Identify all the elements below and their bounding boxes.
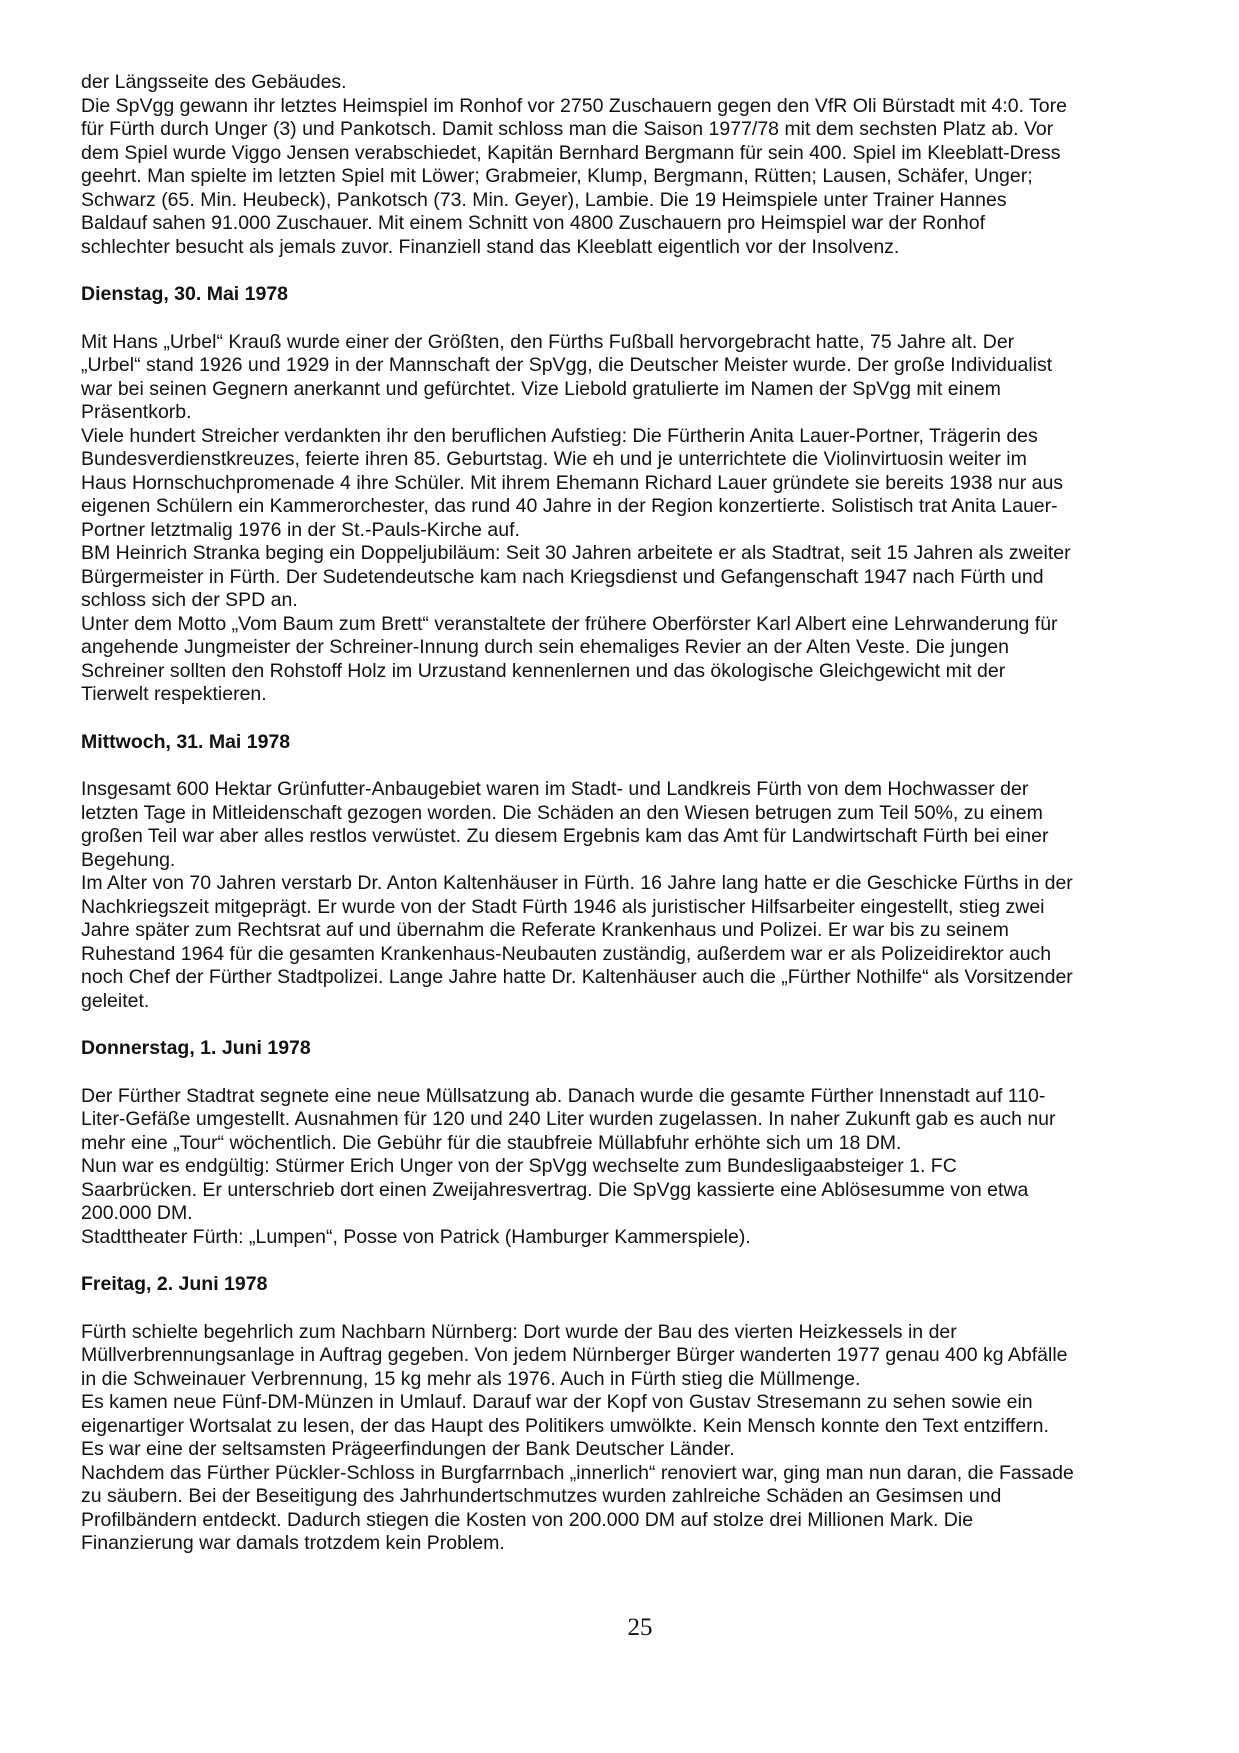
page-number: 25 <box>627 1613 653 1641</box>
text-line: Finanzierung war damals trotzdem kein Problem. <box>81 1532 505 1554</box>
text-line: Der Fürther Stadtrat segnete eine neue Müllsatzung ab. Danach wurde die gesamte Fürther Innenstadt auf 110- <box>81 1084 1046 1107</box>
text-line: 200.000 DM. <box>81 1202 193 1224</box>
text-line: Im Alter von 70 Jahren verstarb Dr. Anton Kaltenhäuser in Fürth. 16 Jahre lang hatte er die Geschicke Fürths in der <box>81 872 1073 894</box>
text-line: Portner letztmalig 1976 in der St.-Pauls-Kirche auf. <box>81 518 520 541</box>
text-line: zu säubern. Bei der Beseitigung des Jahrhundertschmutzes wurden zahlreiche Schäden an Gesimsen und <box>81 1485 1002 1507</box>
text-line: der Längsseite des Gebäudes. <box>81 71 347 93</box>
text-line: Freitag, 2. Juni 1978 <box>81 1273 268 1295</box>
text-line: Die SpVgg gewann ihr letztes Heimspiel im Ronhof vor 2750 Zuschauern gegen den VfR Oli Bürstadt mit 4:0. Tore <box>81 94 1067 117</box>
date-heading <box>81 283 1199 307</box>
text-line: Begehung. <box>81 848 176 871</box>
text-line: Nachkriegszeit mitgeprägt. Er wurde von der Stadt Fürth 1946 als juristischer Hilfsarbeiter eingestellt, stieg zwei <box>81 895 1045 918</box>
text-line: Unter dem Motto „Vom Baum zum Brett“ veranstaltete der frühere Oberförster Karl Albert eine Lehrwanderung für <box>81 612 1058 635</box>
text-line: letzten Tage in Mitleidenschaft gezogen worden. Die Schäden an den Wiesen betrugen zum Teil 50%, zu einem <box>81 801 1043 824</box>
paragraph <box>81 542 1199 613</box>
text-line: Bundesverdienstkreuzes, feierte ihren 85. Geburtstag. Wie eh und je unterrichtete die Violinvirtuosin weiter im <box>81 448 1027 470</box>
text-line: schloss sich der SPD an. <box>81 589 298 611</box>
text-line: noch Chef der Fürther Stadtpolizei. Lange Jahre hatte Dr. Kaltenhäuser auch die „Fürther Nothilfe“ als Vorsitzender <box>81 966 1073 988</box>
paragraph <box>81 1155 1199 1226</box>
text-line: Dienstag, 30. Mai 1978 <box>81 283 289 305</box>
text-line: Insgesamt 600 Hektar Grünfutter-Anbaugebiet waren im Stadt- und Landkreis Fürth von dem Hochwasser der <box>81 778 1029 800</box>
text-line: dem Spiel wurde Viggo Jensen verabschiedet, Kapitän Bernhard Bergmann für sein 400. Spiel im Kleeblatt-Dress <box>81 141 1061 164</box>
text-line: Mit Hans „Urbel“ Krauß wurde einer der Größten, den Fürths Fußball hervorgebracht hatte, 75 Jahre alt. Der <box>81 330 1015 353</box>
text-line: angehende Jungmeister der Schreiner-Innung durch sein ehemaliges Revier an der Alten Veste. Die jungen <box>81 636 1009 658</box>
text-line: Jahre später zum Rechtsrat auf und übernahm die Referate Krankenhaus und Polizei. Er war bis zu seinem <box>81 919 1009 941</box>
date-heading <box>81 1037 1199 1061</box>
paragraph <box>81 778 1199 872</box>
text-line: Tierwelt respektieren. <box>81 683 267 705</box>
document-body <box>81 71 1199 1556</box>
date-heading <box>81 731 1199 755</box>
text-line: Schwarz (65. Min. Heubeck), Pankotsch (73. Min. Geyer), Lambie. Die 19 Heimspiele unter Trainer Hannes <box>81 188 1007 211</box>
text-line: in die Schweinauer Verbrennung, 15 kg mehr als 1976. Auch in Fürth stieg die Müllmenge. <box>81 1367 861 1390</box>
text-line: Müllverbrennungsanlage in Auftrag gegeben. Von jedem Nürnberger Bürger wanderten 1977 genau 400 kg Abfälle <box>81 1344 1068 1366</box>
paragraph <box>81 425 1199 543</box>
text-line: Baldauf sahen 91.000 Zuschauer. Mit einem Schnitt von 4800 Zuschauern pro Heimspiel war der Ronhof <box>81 212 986 234</box>
paragraph <box>81 1226 1199 1250</box>
text-line: Liter-Gefäße umgestellt. Ausnahmen für 120 und 240 Liter wurden zugelassen. In naher Zukunft gab es auch nur <box>81 1108 1056 1130</box>
text-line: geleitet. <box>81 989 150 1012</box>
text-line: eigenen Schülern ein Kammerorchester, das rund 40 Jahre in der Region konzertierte. Solistisch trat Anita Lauer- <box>81 495 1058 517</box>
paragraph <box>81 1085 1199 1156</box>
paragraph <box>81 613 1199 707</box>
text-line: mehr eine „Tour“ wöchentlich. Die Gebühr für die staubfreie Müllabfuhr erhöhte sich um 18 DM. <box>81 1131 902 1154</box>
paragraph <box>81 71 1199 95</box>
text-line: Haus Hornschuchpromenade 4 ihre Schüler. Mit ihrem Ehemann Richard Lauer gründete sie bereits 1938 nur aus <box>81 471 1064 494</box>
date-heading <box>81 1273 1199 1297</box>
text-line: Ruhestand 1964 für die gesamten Krankenhaus-Neubauten zuständig, außerdem war er als Polizeidirektor auch <box>81 942 1052 965</box>
text-line: Nachdem das Fürther Pückler-Schloss in Burgfarrnbach „innerlich“ renoviert war, ging man nun daran, die Fassade <box>81 1461 1074 1484</box>
paragraph <box>81 1462 1199 1556</box>
paragraph <box>81 1321 1199 1392</box>
paragraph <box>81 95 1199 260</box>
text-line: Stadttheater Fürth: „Lumpen“, Posse von Patrick (Hamburger Kammerspiele). <box>81 1225 751 1248</box>
text-line: Es war eine der seltsamsten Prägeerfindungen der Bank Deutscher Länder. <box>81 1438 735 1460</box>
paragraph <box>81 1391 1199 1462</box>
text-line: Bürgermeister in Fürth. Der Sudetendeutsche kam nach Kriegsdienst und Gefangenschaft 1947 nach Fürth und <box>81 565 1044 588</box>
text-line: geehrt. Man spielte im letzten Spiel mit Löwer; Grabmeier, Klump, Bergmann, Rütten; Lausen, Schäfer, Unger; <box>81 165 1033 187</box>
text-line: Fürth schielte begehrlich zum Nachbarn Nürnberg: Dort wurde der Bau des vierten Heizkessels in der <box>81 1320 957 1343</box>
text-line: Viele hundert Streicher verdankten ihr den beruflichen Aufstieg: Die Fürtherin Anita Lauer-Portner, Trägerin des <box>81 424 1038 447</box>
paragraph <box>81 872 1199 1013</box>
text-line: Es kamen neue Fünf-DM-Münzen in Umlauf. Darauf war der Kopf von Gustav Stresemann zu sehen sowie ein <box>81 1391 1033 1413</box>
text-line: schlechter besucht als jemals zuvor. Finanziell stand das Kleeblatt eigentlich vor der Insolvenz. <box>81 235 900 258</box>
text-line: Mittwoch, 31. Mai 1978 <box>81 730 291 753</box>
text-line: Schreiner sollten den Rohstoff Holz im Urzustand kennenlernen und das ökologische Gleichgewicht mit der <box>81 659 1006 682</box>
text-line: Saarbrücken. Er unterschrieb dort einen Zweijahresvertrag. Die SpVgg kassierte eine Ablösesumme von etwa <box>81 1178 1029 1201</box>
text-line: war bei seinen Gegnern anerkannt und gefürchtet. Vize Liebold gratulierte im Namen der SpVgg mit einem <box>81 377 1001 400</box>
text-line: „Urbel“ stand 1926 und 1929 in der Mannschaft der SpVgg, die Deutscher Meister wurde. Der große Individualist <box>81 354 1053 376</box>
text-line: eigenartiger Wortsalat zu lesen, der das Haupt des Politikers umwölkte. Kein Mensch konnte den Text entziffern. <box>81 1414 1049 1437</box>
text-line: für Fürth durch Unger (3) und Pankotsch. Damit schloss man die Saison 1977/78 mit dem sechsten Platz ab. Vor <box>81 118 1054 140</box>
text-line: Profilbändern entdeckt. Dadurch stiegen die Kosten von 200.000 DM auf stolze drei Millionen Mark. Die <box>81 1508 974 1531</box>
text-line: BM Heinrich Stranka beging ein Doppeljubiläum: Seit 30 Jahren arbeitete er als Stadtrat, seit 15 Jahren als zweiter <box>81 542 1071 564</box>
text-line: Nun war es endgültig: Stürmer Erich Unger von der SpVgg wechselte zum Bundesligaabsteiger 1. FC <box>81 1155 957 1177</box>
paragraph <box>81 331 1199 425</box>
text-line: großen Teil war aber alles restlos verwüstet. Zu diesem Ergebnis kam das Amt für Landwirtschaft Fürth bei einer <box>81 825 1049 847</box>
text-line: Präsentkorb. <box>81 401 192 423</box>
text-line: Donnerstag, 1. Juni 1978 <box>81 1037 311 1059</box>
